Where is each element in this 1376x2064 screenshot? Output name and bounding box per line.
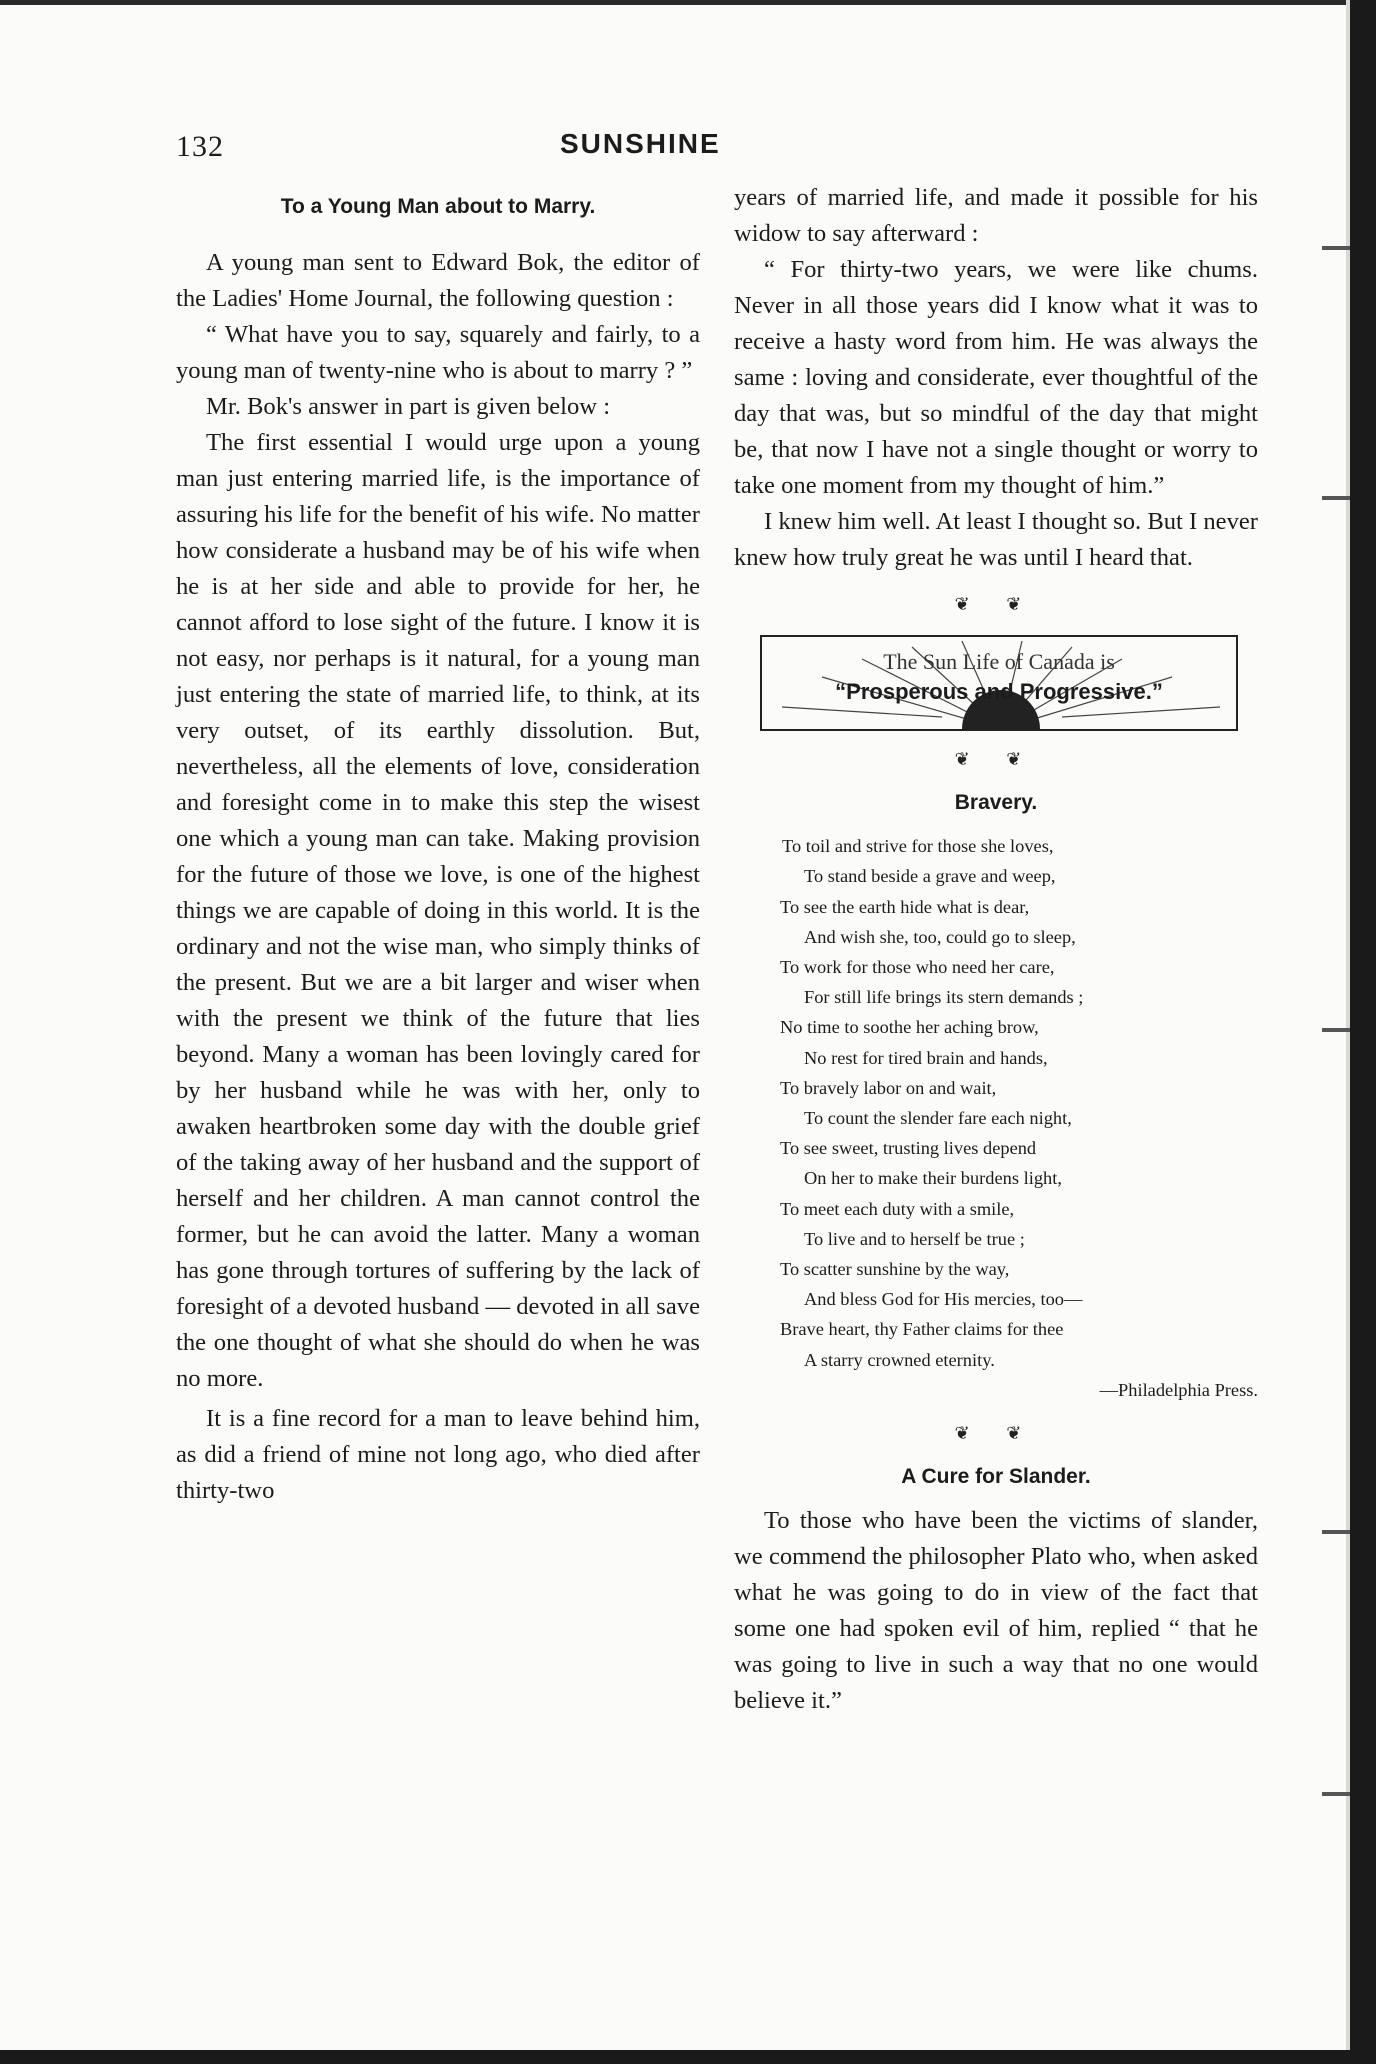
poem-line: To count the slender fare each night, — [804, 1108, 1072, 1129]
page-number: 132 — [176, 130, 224, 163]
ornament-divider: ❦ ❦ — [954, 1422, 1038, 1443]
poem-heading-bravery: Bravery. — [954, 791, 1038, 814]
paragraph: A young man sent to Edward Bok, the editor of the Ladies' Home Journal, the following question : — [176, 249, 700, 313]
paragraph: Mr. Bok's answer in part is given below : — [206, 393, 611, 421]
poem-line: To stand beside a grave and weep, — [804, 866, 1056, 887]
poem-line: To meet each duty with a smile, — [780, 1198, 1015, 1219]
poem-line: To see sweet, trusting lives depend — [780, 1138, 1037, 1159]
paragraph: It is a fine record for a man to leave behind him, as did a friend of mine not long ago, who died after thirty-two — [176, 1405, 700, 1505]
poem-line: To toil and strive for those she loves, — [782, 836, 1054, 857]
paragraph: To those who have been the victims of slander, we commend the philosopher Plato who, when asked what he was going to do in view of the fact that some one had spoken evil of him, replied “ that he was going to live in such a way that no one would believe it.” — [734, 1507, 1258, 1715]
binding-mark — [1322, 1530, 1350, 1534]
page-bottom-edge — [0, 2050, 1376, 2064]
poem-line: Brave heart, thy Father claims for thee — [780, 1319, 1064, 1340]
poem-line: No rest for tired brain and hands, — [804, 1047, 1048, 1068]
article-body-young-man — [176, 245, 700, 1509]
article-heading-slander: A Cure for Slander. — [901, 1464, 1091, 1488]
article-heading-young-man: To a Young Man about to Marry. — [280, 195, 596, 218]
poem-line: For still life brings its stern demands ; — [804, 987, 1084, 1008]
running-head-title: SUNSHINE — [560, 128, 721, 159]
binding-mark — [1322, 1028, 1350, 1032]
paragraph: “ What have you to say, squarely and fairly, to a young man of twenty-nine who is about to marry ? ” — [176, 321, 700, 385]
page-right-edge — [1350, 0, 1376, 2064]
poem-line: And bless God for His mercies, too— — [804, 1289, 1083, 1310]
article-body-slander — [734, 1503, 1258, 1719]
left-column — [176, 180, 700, 1509]
poem-bravery — [734, 831, 1258, 1405]
paragraph: years of married life, and made it possible for his widow to say afterward : — [734, 184, 1258, 247]
poem-line: A starry crowned eternity. — [804, 1349, 995, 1370]
poem-line: No time to soothe her aching brow, — [780, 1017, 1039, 1038]
right-column — [734, 180, 1258, 1719]
poem-line: On her to make their burdens light, — [804, 1168, 1062, 1189]
poem-line: To bravely labor on and wait, — [780, 1077, 997, 1098]
article-continuation — [734, 180, 1258, 576]
ad-line-company: The Sun Life of Canada is — [883, 649, 1115, 674]
ornament-divider: ❦ ❦ — [954, 749, 1038, 769]
ad-line-slogan: “Prosperous and Progressive.” — [835, 679, 1163, 704]
binding-mark — [1322, 496, 1350, 500]
binding-mark — [1322, 1792, 1350, 1796]
paragraph: “ For thirty-two years, we were like chums. Never in all those years did I know what it was to receive a hasty word from him. He was always the same : loving and considerate, ever thoughtful of the day that was, but so mindful of the day that might be, that now I have not a single thought or worry to take one moment from my thought of him.” — [734, 256, 1258, 499]
poem-attribution: —Philadelphia Press. — [1099, 1379, 1258, 1400]
page-top-edge — [0, 0, 1376, 5]
ornament-divider: ❦ ❦ — [954, 594, 1038, 614]
poem-line: To live and to herself be true ; — [804, 1228, 1025, 1249]
paragraph: I knew him well. At least I thought so. But I never knew how truly great he was until I heard that. — [734, 508, 1258, 571]
poem-line: To see the earth hide what is dear, — [780, 896, 1030, 917]
poem-line: To work for those who need her care, — [780, 957, 1055, 977]
sun-life-advertisement — [760, 635, 1238, 731]
paragraph: The first essential I would urge upon a young man just entering married life, is the importance of assuring his life for the benefit of his wife. No matter how considerate a husband may be of his wife when he is at her side and able to provide for her, he cannot afford to lose sight of the future. I know it is not easy, nor perhaps is it natural, for a young man just entering the state of married life, to think, at its very outset, of its earthly dissolution. But, nevertheless, all the elements of love, consideration and foresight come in to make this step the wisest one which a young man can take. Making provision for the future of those we love, is one of the highest things we are capable of doing in this world. It is the ordinary and not the wise man, who simply thinks of the present. But we are a bit larger and wiser when with the present we think of the future that lies beyond. Many a woman has been lovingly cared for by her husband while he was with her, only to awaken heartbroken some day with the double grief of the taking away of her husband and the support of herself and her children. A man cannot control the former, but he can avoid the latter. Many a woman has gone through tortures of suffering by the lack of foresight of a devoted husband — devoted in all save the one thought of what she should do when he was no more. — [176, 429, 700, 1393]
poem-line: To scatter sunshine by the way, — [780, 1259, 1010, 1280]
binding-mark — [1322, 246, 1350, 250]
poem-line: And wish she, too, could go to sleep, — [804, 926, 1076, 947]
